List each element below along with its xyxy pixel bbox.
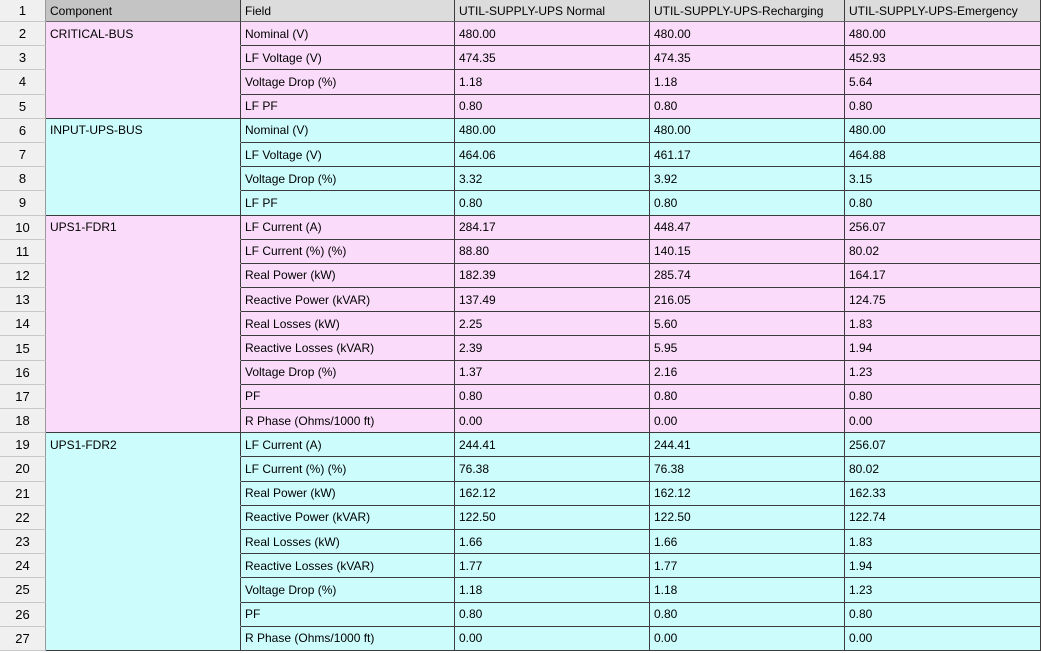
- value-cell-emergency[interactable]: 1.94: [845, 336, 1041, 360]
- component-cell[interactable]: [46, 457, 241, 481]
- field-cell[interactable]: Reactive Power (kVAR): [241, 506, 455, 530]
- value-cell-recharging[interactable]: 480.00: [650, 22, 845, 46]
- row-number[interactable]: 13: [0, 288, 46, 312]
- value-cell-recharging[interactable]: 5.95: [650, 336, 845, 360]
- row-number[interactable]: 10: [0, 216, 46, 240]
- value-cell-normal[interactable]: 284.17: [455, 216, 650, 240]
- row-number[interactable]: 21: [0, 482, 46, 506]
- field-cell[interactable]: LF PF: [241, 95, 455, 119]
- value-cell-emergency[interactable]: 256.07: [845, 433, 1041, 457]
- row-number[interactable]: 17: [0, 385, 46, 409]
- value-cell-emergency[interactable]: 452.93: [845, 46, 1041, 70]
- field-cell[interactable]: LF Current (A): [241, 216, 455, 240]
- value-cell-normal[interactable]: 480.00: [455, 119, 650, 143]
- row-number[interactable]: 9: [0, 191, 46, 215]
- value-cell-recharging[interactable]: 0.80: [650, 95, 845, 119]
- value-cell-recharging[interactable]: 480.00: [650, 119, 845, 143]
- field-cell[interactable]: Real Power (kW): [241, 482, 455, 506]
- field-cell[interactable]: Nominal (V): [241, 22, 455, 46]
- component-cell[interactable]: [46, 70, 241, 94]
- component-cell[interactable]: [46, 603, 241, 627]
- component-cell[interactable]: [46, 46, 241, 70]
- field-cell[interactable]: PF: [241, 385, 455, 409]
- value-cell-normal[interactable]: 1.37: [455, 361, 650, 385]
- component-cell[interactable]: [46, 482, 241, 506]
- value-cell-normal[interactable]: 1.18: [455, 578, 650, 602]
- value-cell-normal[interactable]: 244.41: [455, 433, 650, 457]
- row-number[interactable]: 20: [0, 457, 46, 481]
- field-cell[interactable]: Voltage Drop (%): [241, 361, 455, 385]
- value-cell-emergency[interactable]: 80.02: [845, 457, 1041, 481]
- value-cell-emergency[interactable]: 464.88: [845, 143, 1041, 167]
- value-cell-recharging[interactable]: 285.74: [650, 264, 845, 288]
- component-cell[interactable]: [46, 95, 241, 119]
- value-cell-emergency[interactable]: 1.83: [845, 530, 1041, 554]
- value-cell-emergency[interactable]: 1.83: [845, 312, 1041, 336]
- value-cell-recharging[interactable]: 1.66: [650, 530, 845, 554]
- value-cell-normal[interactable]: 1.18: [455, 70, 650, 94]
- component-cell[interactable]: [46, 361, 241, 385]
- value-cell-normal[interactable]: 137.49: [455, 288, 650, 312]
- component-cell[interactable]: [46, 554, 241, 578]
- value-cell-emergency[interactable]: 164.17: [845, 264, 1041, 288]
- field-cell[interactable]: Nominal (V): [241, 119, 455, 143]
- value-cell-normal[interactable]: 76.38: [455, 457, 650, 481]
- value-cell-normal[interactable]: 88.80: [455, 240, 650, 264]
- field-cell[interactable]: LF Voltage (V): [241, 46, 455, 70]
- component-cell[interactable]: [46, 409, 241, 433]
- value-cell-emergency[interactable]: 0.80: [845, 95, 1041, 119]
- component-cell[interactable]: [46, 240, 241, 264]
- row-number[interactable]: 25: [0, 578, 46, 602]
- value-cell-normal[interactable]: 480.00: [455, 22, 650, 46]
- value-cell-normal[interactable]: 3.32: [455, 167, 650, 191]
- component-cell[interactable]: [46, 385, 241, 409]
- value-cell-recharging[interactable]: 448.47: [650, 216, 845, 240]
- value-cell-normal[interactable]: 464.06: [455, 143, 650, 167]
- value-cell-emergency[interactable]: 1.94: [845, 554, 1041, 578]
- field-cell[interactable]: Voltage Drop (%): [241, 167, 455, 191]
- component-cell[interactable]: [46, 506, 241, 530]
- component-cell[interactable]: [46, 143, 241, 167]
- row-number[interactable]: 22: [0, 506, 46, 530]
- value-cell-normal[interactable]: 0.80: [455, 385, 650, 409]
- value-cell-recharging[interactable]: 0.80: [650, 603, 845, 627]
- field-cell[interactable]: PF: [241, 603, 455, 627]
- value-cell-emergency[interactable]: 480.00: [845, 22, 1041, 46]
- value-cell-emergency[interactable]: 480.00: [845, 119, 1041, 143]
- value-cell-normal[interactable]: 122.50: [455, 506, 650, 530]
- value-cell-recharging[interactable]: 0.80: [650, 191, 845, 215]
- value-cell-normal[interactable]: 0.80: [455, 191, 650, 215]
- component-cell[interactable]: UPS1-FDR1: [46, 216, 241, 240]
- value-cell-recharging[interactable]: 3.92: [650, 167, 845, 191]
- column-header-recharging[interactable]: UTIL-SUPPLY-UPS-Recharging: [650, 0, 845, 22]
- value-cell-normal[interactable]: 182.39: [455, 264, 650, 288]
- value-cell-normal[interactable]: 162.12: [455, 482, 650, 506]
- field-cell[interactable]: LF Current (%) (%): [241, 457, 455, 481]
- field-cell[interactable]: Voltage Drop (%): [241, 578, 455, 602]
- value-cell-recharging[interactable]: 0.00: [650, 409, 845, 433]
- value-cell-normal[interactable]: 1.77: [455, 554, 650, 578]
- value-cell-normal[interactable]: 2.39: [455, 336, 650, 360]
- row-number[interactable]: 5: [0, 95, 46, 119]
- component-cell[interactable]: [46, 578, 241, 602]
- value-cell-emergency[interactable]: 0.00: [845, 627, 1041, 651]
- column-header-emergency[interactable]: UTIL-SUPPLY-UPS-Emergency: [845, 0, 1041, 22]
- value-cell-recharging[interactable]: 461.17: [650, 143, 845, 167]
- field-cell[interactable]: R Phase (Ohms/1000 ft): [241, 627, 455, 651]
- value-cell-recharging[interactable]: 216.05: [650, 288, 845, 312]
- value-cell-recharging[interactable]: 1.77: [650, 554, 845, 578]
- row-number[interactable]: 8: [0, 167, 46, 191]
- component-cell[interactable]: [46, 312, 241, 336]
- component-cell[interactable]: [46, 336, 241, 360]
- value-cell-emergency[interactable]: 80.02: [845, 240, 1041, 264]
- value-cell-emergency[interactable]: 1.23: [845, 578, 1041, 602]
- column-header-component[interactable]: Component: [46, 0, 241, 22]
- value-cell-emergency[interactable]: 0.80: [845, 385, 1041, 409]
- field-cell[interactable]: LF PF: [241, 191, 455, 215]
- row-number[interactable]: 3: [0, 46, 46, 70]
- row-number[interactable]: 11: [0, 240, 46, 264]
- value-cell-normal[interactable]: 0.80: [455, 95, 650, 119]
- value-cell-recharging[interactable]: 162.12: [650, 482, 845, 506]
- column-header-normal[interactable]: UTIL-SUPPLY-UPS Normal: [455, 0, 650, 22]
- value-cell-emergency[interactable]: 0.80: [845, 191, 1041, 215]
- component-cell[interactable]: CRITICAL-BUS: [46, 22, 241, 46]
- component-cell[interactable]: [46, 264, 241, 288]
- row-number[interactable]: 18: [0, 409, 46, 433]
- field-cell[interactable]: LF Current (A): [241, 433, 455, 457]
- component-cell[interactable]: [46, 191, 241, 215]
- value-cell-normal[interactable]: 1.66: [455, 530, 650, 554]
- value-cell-emergency[interactable]: 256.07: [845, 216, 1041, 240]
- value-cell-normal[interactable]: 0.80: [455, 603, 650, 627]
- value-cell-recharging[interactable]: 76.38: [650, 457, 845, 481]
- value-cell-normal[interactable]: 0.00: [455, 627, 650, 651]
- row-number[interactable]: 7: [0, 143, 46, 167]
- value-cell-normal[interactable]: 2.25: [455, 312, 650, 336]
- row-number[interactable]: 24: [0, 554, 46, 578]
- value-cell-recharging[interactable]: 0.80: [650, 385, 845, 409]
- value-cell-recharging[interactable]: 1.18: [650, 70, 845, 94]
- row-number[interactable]: 12: [0, 264, 46, 288]
- value-cell-recharging[interactable]: 244.41: [650, 433, 845, 457]
- value-cell-normal[interactable]: 474.35: [455, 46, 650, 70]
- field-cell[interactable]: Reactive Losses (kVAR): [241, 554, 455, 578]
- field-cell[interactable]: Reactive Losses (kVAR): [241, 336, 455, 360]
- value-cell-recharging[interactable]: 2.16: [650, 361, 845, 385]
- row-number[interactable]: 14: [0, 312, 46, 336]
- row-number[interactable]: 26: [0, 603, 46, 627]
- field-cell[interactable]: LF Voltage (V): [241, 143, 455, 167]
- row-number[interactable]: 16: [0, 361, 46, 385]
- field-cell[interactable]: Reactive Power (kVAR): [241, 288, 455, 312]
- field-cell[interactable]: Real Power (kW): [241, 264, 455, 288]
- row-number[interactable]: 15: [0, 336, 46, 360]
- component-cell[interactable]: [46, 627, 241, 651]
- value-cell-emergency[interactable]: 122.74: [845, 506, 1041, 530]
- row-number[interactable]: 6: [0, 119, 46, 143]
- column-header-field[interactable]: Field: [241, 0, 455, 22]
- value-cell-normal[interactable]: 0.00: [455, 409, 650, 433]
- row-number-header[interactable]: 1: [0, 0, 46, 22]
- value-cell-recharging[interactable]: 0.00: [650, 627, 845, 651]
- row-number[interactable]: 27: [0, 627, 46, 651]
- row-number[interactable]: 23: [0, 530, 46, 554]
- value-cell-emergency[interactable]: 162.33: [845, 482, 1041, 506]
- field-cell[interactable]: Real Losses (kW): [241, 312, 455, 336]
- component-cell[interactable]: [46, 530, 241, 554]
- field-cell[interactable]: Voltage Drop (%): [241, 70, 455, 94]
- value-cell-emergency[interactable]: 0.80: [845, 603, 1041, 627]
- value-cell-emergency[interactable]: 3.15: [845, 167, 1041, 191]
- component-cell[interactable]: [46, 288, 241, 312]
- value-cell-recharging[interactable]: 474.35: [650, 46, 845, 70]
- value-cell-recharging[interactable]: 5.60: [650, 312, 845, 336]
- value-cell-recharging[interactable]: 1.18: [650, 578, 845, 602]
- value-cell-recharging[interactable]: 122.50: [650, 506, 845, 530]
- value-cell-emergency[interactable]: 1.23: [845, 361, 1041, 385]
- value-cell-emergency[interactable]: 5.64: [845, 70, 1041, 94]
- component-cell[interactable]: INPUT-UPS-BUS: [46, 119, 241, 143]
- value-cell-recharging[interactable]: 140.15: [650, 240, 845, 264]
- field-cell[interactable]: Real Losses (kW): [241, 530, 455, 554]
- row-number[interactable]: 19: [0, 433, 46, 457]
- row-number[interactable]: 4: [0, 70, 46, 94]
- row-number[interactable]: 2: [0, 22, 46, 46]
- value-cell-emergency[interactable]: 0.00: [845, 409, 1041, 433]
- field-cell[interactable]: R Phase (Ohms/1000 ft): [241, 409, 455, 433]
- field-cell[interactable]: LF Current (%) (%): [241, 240, 455, 264]
- value-cell-emergency[interactable]: 124.75: [845, 288, 1041, 312]
- component-cell[interactable]: [46, 167, 241, 191]
- component-cell[interactable]: UPS1-FDR2: [46, 433, 241, 457]
